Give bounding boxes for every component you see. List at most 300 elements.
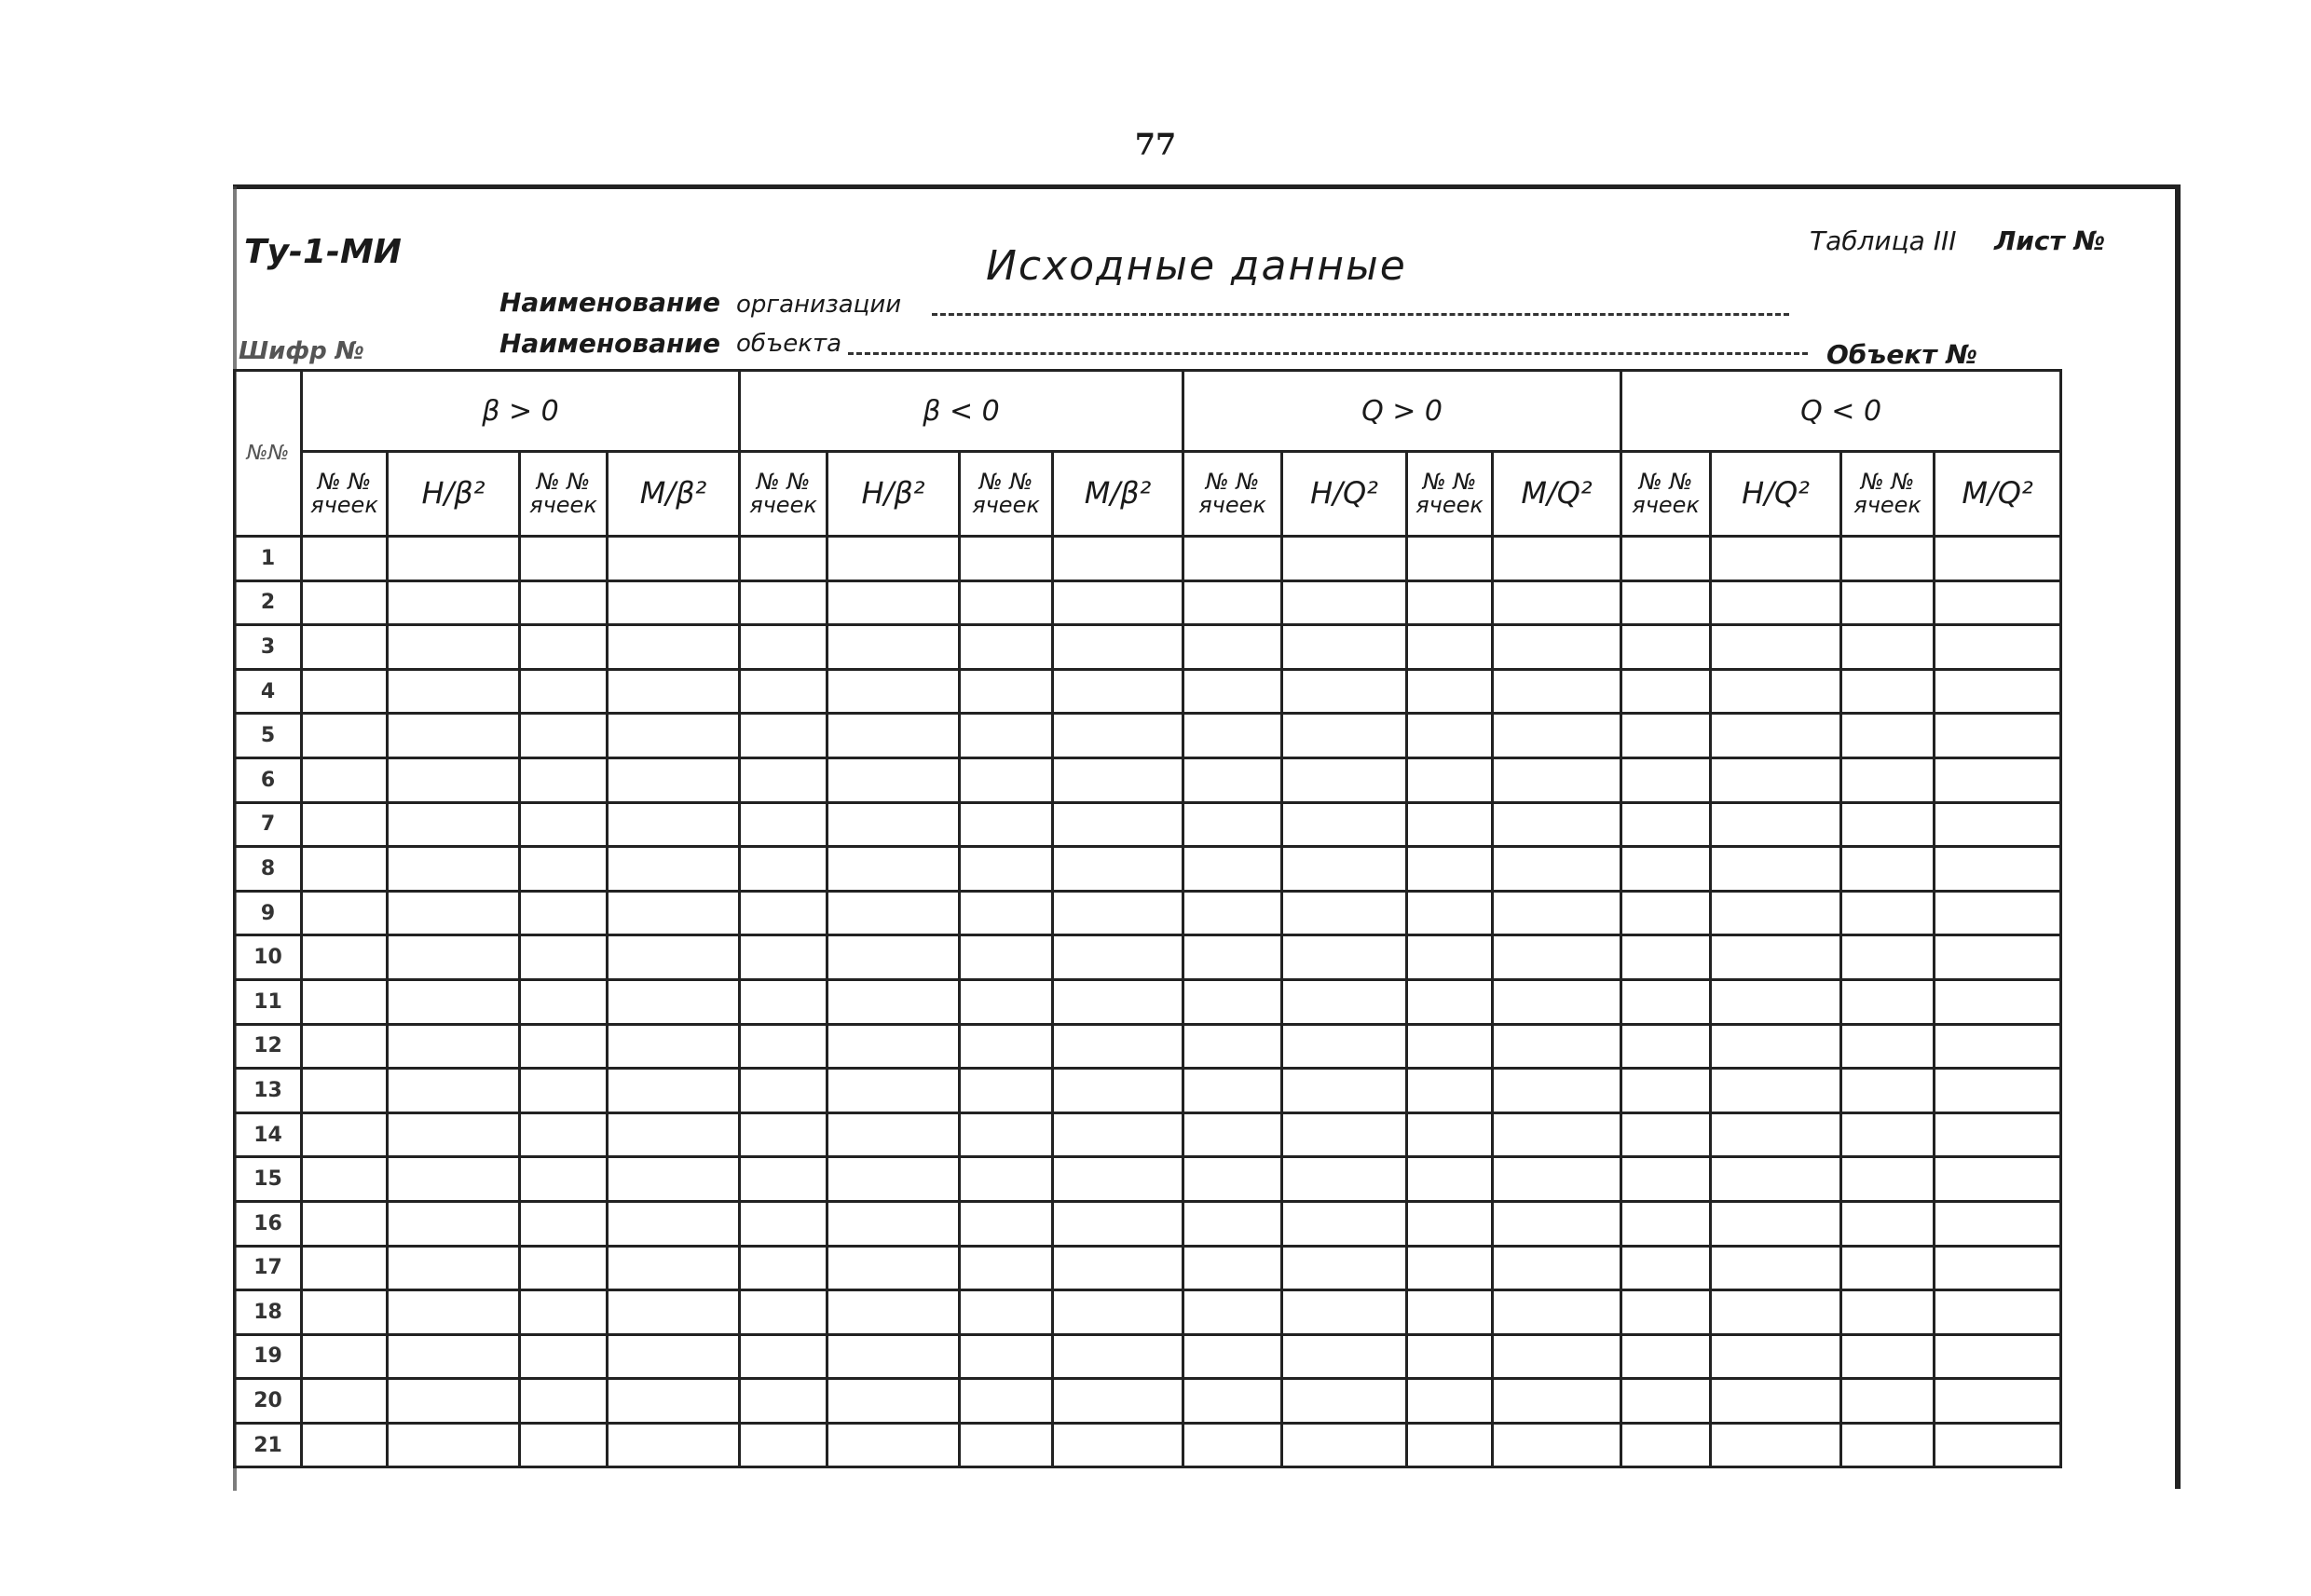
- table-cell[interactable]: [1407, 802, 1493, 847]
- table-cell[interactable]: [1183, 1246, 1282, 1290]
- table-cell[interactable]: [960, 1157, 1053, 1202]
- table-cell[interactable]: [520, 1069, 608, 1113]
- table-cell[interactable]: [608, 891, 740, 935]
- table-cell[interactable]: [1282, 802, 1407, 847]
- table-cell[interactable]: [1493, 935, 1621, 980]
- table-cell[interactable]: [1711, 1379, 1841, 1424]
- table-cell[interactable]: [1407, 1379, 1493, 1424]
- table-cell[interactable]: [1621, 802, 1711, 847]
- table-cell[interactable]: [740, 1069, 827, 1113]
- table-cell[interactable]: [1493, 580, 1621, 625]
- table-cell[interactable]: [1935, 1157, 2061, 1202]
- table-cell[interactable]: [827, 757, 960, 802]
- table-cell[interactable]: [520, 714, 608, 758]
- table-cell[interactable]: [827, 714, 960, 758]
- table-cell[interactable]: [827, 1201, 960, 1246]
- table-cell[interactable]: [1935, 714, 2061, 758]
- table-cell[interactable]: [1711, 714, 1841, 758]
- table-cell[interactable]: [1493, 1423, 1621, 1467]
- table-cell[interactable]: [1407, 935, 1493, 980]
- table-cell[interactable]: [388, 847, 520, 892]
- table-cell[interactable]: [1711, 1024, 1841, 1069]
- table-cell[interactable]: [827, 625, 960, 670]
- table-cell[interactable]: [740, 1112, 827, 1157]
- table-cell[interactable]: [1621, 580, 1711, 625]
- table-cell[interactable]: [1711, 669, 1841, 714]
- table-cell[interactable]: [1183, 714, 1282, 758]
- table-cell[interactable]: [1841, 537, 1935, 581]
- table-cell[interactable]: [520, 1246, 608, 1290]
- table-cell[interactable]: [1183, 1379, 1282, 1424]
- table-cell[interactable]: [1407, 847, 1493, 892]
- table-cell[interactable]: [1711, 1069, 1841, 1113]
- table-cell[interactable]: [388, 1024, 520, 1069]
- table-cell[interactable]: [1841, 935, 1935, 980]
- table-cell[interactable]: [1711, 757, 1841, 802]
- table-cell[interactable]: [1407, 757, 1493, 802]
- table-cell[interactable]: [1053, 537, 1183, 581]
- table-cell[interactable]: [1282, 669, 1407, 714]
- table-cell[interactable]: [740, 1246, 827, 1290]
- table-cell[interactable]: [1053, 979, 1183, 1024]
- table-cell[interactable]: [302, 1201, 388, 1246]
- table-cell[interactable]: [1711, 537, 1841, 581]
- table-cell[interactable]: [520, 669, 608, 714]
- table-cell[interactable]: [960, 847, 1053, 892]
- table-cell[interactable]: [740, 669, 827, 714]
- table-cell[interactable]: [960, 802, 1053, 847]
- table-cell[interactable]: [740, 935, 827, 980]
- table-cell[interactable]: [1053, 891, 1183, 935]
- table-cell[interactable]: [1183, 625, 1282, 670]
- table-cell[interactable]: [388, 537, 520, 581]
- table-cell[interactable]: [1053, 1246, 1183, 1290]
- table-cell[interactable]: [302, 847, 388, 892]
- table-cell[interactable]: [960, 757, 1053, 802]
- table-cell[interactable]: [608, 537, 740, 581]
- table-cell[interactable]: [302, 979, 388, 1024]
- table-cell[interactable]: [1282, 1246, 1407, 1290]
- table-cell[interactable]: [1282, 580, 1407, 625]
- table-cell[interactable]: [302, 935, 388, 980]
- table-cell[interactable]: [1711, 1201, 1841, 1246]
- table-cell[interactable]: [608, 1069, 740, 1113]
- table-cell[interactable]: [388, 1201, 520, 1246]
- table-cell[interactable]: [1183, 1069, 1282, 1113]
- table-cell[interactable]: [827, 979, 960, 1024]
- object-field-line[interactable]: [848, 352, 1808, 355]
- table-cell[interactable]: [740, 1157, 827, 1202]
- table-cell[interactable]: [1935, 1290, 2061, 1335]
- table-cell[interactable]: [827, 669, 960, 714]
- table-cell[interactable]: [1282, 1024, 1407, 1069]
- table-cell[interactable]: [1282, 1112, 1407, 1157]
- table-cell[interactable]: [1053, 669, 1183, 714]
- table-cell[interactable]: [827, 802, 960, 847]
- table-cell[interactable]: [1493, 625, 1621, 670]
- table-cell[interactable]: [388, 1290, 520, 1335]
- table-cell[interactable]: [608, 1246, 740, 1290]
- table-cell[interactable]: [1282, 1201, 1407, 1246]
- table-cell[interactable]: [740, 625, 827, 670]
- table-cell[interactable]: [608, 1157, 740, 1202]
- table-cell[interactable]: [1935, 802, 2061, 847]
- table-cell[interactable]: [1282, 757, 1407, 802]
- table-cell[interactable]: [1621, 1246, 1711, 1290]
- table-cell[interactable]: [1841, 1112, 1935, 1157]
- table-cell[interactable]: [1282, 1334, 1407, 1379]
- table-cell[interactable]: [608, 1024, 740, 1069]
- table-cell[interactable]: [302, 757, 388, 802]
- table-cell[interactable]: [1407, 1246, 1493, 1290]
- table-cell[interactable]: [1282, 1157, 1407, 1202]
- table-cell[interactable]: [1493, 1334, 1621, 1379]
- table-cell[interactable]: [1621, 1334, 1711, 1379]
- table-cell[interactable]: [1493, 1024, 1621, 1069]
- table-cell[interactable]: [1282, 891, 1407, 935]
- table-cell[interactable]: [520, 1423, 608, 1467]
- table-cell[interactable]: [520, 979, 608, 1024]
- table-cell[interactable]: [1183, 1157, 1282, 1202]
- table-cell[interactable]: [1053, 1157, 1183, 1202]
- table-cell[interactable]: [1053, 625, 1183, 670]
- table-cell[interactable]: [520, 935, 608, 980]
- table-cell[interactable]: [1407, 1112, 1493, 1157]
- table-cell[interactable]: [1841, 1423, 1935, 1467]
- table-cell[interactable]: [1493, 891, 1621, 935]
- table-cell[interactable]: [1841, 1069, 1935, 1113]
- table-cell[interactable]: [520, 1157, 608, 1202]
- table-cell[interactable]: [302, 1246, 388, 1290]
- table-cell[interactable]: [827, 1112, 960, 1157]
- table-cell[interactable]: [1841, 1157, 1935, 1202]
- table-cell[interactable]: [1183, 1423, 1282, 1467]
- table-cell[interactable]: [1407, 1201, 1493, 1246]
- table-cell[interactable]: [1935, 669, 2061, 714]
- table-cell[interactable]: [1621, 1379, 1711, 1424]
- organization-field-line[interactable]: [932, 313, 1789, 316]
- table-cell[interactable]: [740, 714, 827, 758]
- table-cell[interactable]: [1493, 1379, 1621, 1424]
- table-cell[interactable]: [1841, 1246, 1935, 1290]
- table-cell[interactable]: [740, 1201, 827, 1246]
- table-cell[interactable]: [1053, 1334, 1183, 1379]
- table-cell[interactable]: [1282, 1379, 1407, 1424]
- table-cell[interactable]: [960, 1379, 1053, 1424]
- table-cell[interactable]: [1282, 1423, 1407, 1467]
- table-cell[interactable]: [960, 669, 1053, 714]
- table-cell[interactable]: [1621, 625, 1711, 670]
- table-cell[interactable]: [827, 891, 960, 935]
- table-cell[interactable]: [1841, 1024, 1935, 1069]
- table-cell[interactable]: [1711, 1246, 1841, 1290]
- table-cell[interactable]: [1183, 1024, 1282, 1069]
- table-cell[interactable]: [960, 714, 1053, 758]
- table-cell[interactable]: [740, 1423, 827, 1467]
- table-cell[interactable]: [1493, 1201, 1621, 1246]
- table-cell[interactable]: [1711, 979, 1841, 1024]
- table-cell[interactable]: [960, 935, 1053, 980]
- table-cell[interactable]: [1621, 1112, 1711, 1157]
- table-cell[interactable]: [520, 1379, 608, 1424]
- table-cell[interactable]: [1407, 1334, 1493, 1379]
- table-cell[interactable]: [827, 1069, 960, 1113]
- table-cell[interactable]: [302, 891, 388, 935]
- table-cell[interactable]: [608, 714, 740, 758]
- table-cell[interactable]: [1935, 979, 2061, 1024]
- table-cell[interactable]: [1841, 1379, 1935, 1424]
- table-cell[interactable]: [1935, 537, 2061, 581]
- table-cell[interactable]: [1621, 847, 1711, 892]
- table-cell[interactable]: [960, 1201, 1053, 1246]
- table-cell[interactable]: [1282, 714, 1407, 758]
- table-cell[interactable]: [1407, 1069, 1493, 1113]
- table-cell[interactable]: [388, 1334, 520, 1379]
- table-cell[interactable]: [1282, 625, 1407, 670]
- table-cell[interactable]: [1621, 891, 1711, 935]
- table-cell[interactable]: [827, 537, 960, 581]
- table-cell[interactable]: [1841, 625, 1935, 670]
- table-cell[interactable]: [960, 1069, 1053, 1113]
- table-cell[interactable]: [1183, 979, 1282, 1024]
- table-cell[interactable]: [827, 1423, 960, 1467]
- table-cell[interactable]: [608, 847, 740, 892]
- table-cell[interactable]: [1935, 847, 2061, 892]
- table-cell[interactable]: [1493, 1290, 1621, 1335]
- table-cell[interactable]: [827, 935, 960, 980]
- table-cell[interactable]: [960, 979, 1053, 1024]
- table-cell[interactable]: [1407, 891, 1493, 935]
- table-cell[interactable]: [1711, 580, 1841, 625]
- table-cell[interactable]: [1053, 1379, 1183, 1424]
- table-cell[interactable]: [608, 625, 740, 670]
- table-cell[interactable]: [1493, 757, 1621, 802]
- table-cell[interactable]: [740, 1024, 827, 1069]
- table-cell[interactable]: [1621, 935, 1711, 980]
- table-cell[interactable]: [302, 1334, 388, 1379]
- table-cell[interactable]: [388, 625, 520, 670]
- table-cell[interactable]: [1935, 625, 2061, 670]
- table-cell[interactable]: [1053, 847, 1183, 892]
- table-cell[interactable]: [1053, 757, 1183, 802]
- table-cell[interactable]: [1841, 714, 1935, 758]
- table-cell[interactable]: [1621, 1201, 1711, 1246]
- table-cell[interactable]: [388, 1246, 520, 1290]
- table-cell[interactable]: [1183, 802, 1282, 847]
- table-cell[interactable]: [302, 537, 388, 581]
- table-cell[interactable]: [1935, 1201, 2061, 1246]
- table-cell[interactable]: [520, 1201, 608, 1246]
- table-cell[interactable]: [388, 757, 520, 802]
- table-cell[interactable]: [1711, 625, 1841, 670]
- table-cell[interactable]: [1282, 847, 1407, 892]
- table-cell[interactable]: [827, 1157, 960, 1202]
- table-cell[interactable]: [1621, 1423, 1711, 1467]
- table-cell[interactable]: [1407, 1024, 1493, 1069]
- table-cell[interactable]: [1621, 1069, 1711, 1113]
- table-cell[interactable]: [1407, 1157, 1493, 1202]
- table-cell[interactable]: [608, 757, 740, 802]
- table-cell[interactable]: [827, 1024, 960, 1069]
- table-cell[interactable]: [1621, 1024, 1711, 1069]
- table-cell[interactable]: [1053, 1112, 1183, 1157]
- table-cell[interactable]: [1183, 935, 1282, 980]
- table-cell[interactable]: [1935, 1379, 2061, 1424]
- table-cell[interactable]: [1935, 1112, 2061, 1157]
- table-cell[interactable]: [827, 1334, 960, 1379]
- table-cell[interactable]: [608, 1201, 740, 1246]
- table-cell[interactable]: [1053, 1423, 1183, 1467]
- table-cell[interactable]: [520, 757, 608, 802]
- table-cell[interactable]: [608, 669, 740, 714]
- table-cell[interactable]: [1493, 537, 1621, 581]
- table-cell[interactable]: [388, 891, 520, 935]
- table-cell[interactable]: [302, 1290, 388, 1335]
- table-cell[interactable]: [1407, 979, 1493, 1024]
- table-cell[interactable]: [960, 580, 1053, 625]
- table-cell[interactable]: [740, 757, 827, 802]
- table-cell[interactable]: [1711, 1112, 1841, 1157]
- table-cell[interactable]: [1621, 1157, 1711, 1202]
- table-cell[interactable]: [960, 1423, 1053, 1467]
- table-cell[interactable]: [1621, 979, 1711, 1024]
- table-cell[interactable]: [302, 1157, 388, 1202]
- table-cell[interactable]: [608, 979, 740, 1024]
- table-cell[interactable]: [1935, 1334, 2061, 1379]
- table-cell[interactable]: [388, 669, 520, 714]
- table-cell[interactable]: [740, 537, 827, 581]
- table-cell[interactable]: [1183, 537, 1282, 581]
- table-cell[interactable]: [520, 580, 608, 625]
- table-cell[interactable]: [1493, 1112, 1621, 1157]
- table-cell[interactable]: [1841, 802, 1935, 847]
- table-cell[interactable]: [388, 714, 520, 758]
- table-cell[interactable]: [302, 802, 388, 847]
- table-cell[interactable]: [388, 1379, 520, 1424]
- table-cell[interactable]: [1053, 1290, 1183, 1335]
- table-cell[interactable]: [1493, 669, 1621, 714]
- table-cell[interactable]: [520, 891, 608, 935]
- table-cell[interactable]: [388, 1069, 520, 1113]
- table-cell[interactable]: [960, 1334, 1053, 1379]
- table-cell[interactable]: [302, 1112, 388, 1157]
- table-cell[interactable]: [1493, 802, 1621, 847]
- table-cell[interactable]: [1935, 580, 2061, 625]
- table-cell[interactable]: [1621, 757, 1711, 802]
- table-cell[interactable]: [302, 1423, 388, 1467]
- table-cell[interactable]: [960, 1246, 1053, 1290]
- table-cell[interactable]: [1407, 625, 1493, 670]
- table-cell[interactable]: [1493, 979, 1621, 1024]
- table-cell[interactable]: [388, 1157, 520, 1202]
- table-cell[interactable]: [302, 580, 388, 625]
- table-cell[interactable]: [1841, 669, 1935, 714]
- table-cell[interactable]: [960, 537, 1053, 581]
- table-cell[interactable]: [1053, 802, 1183, 847]
- table-cell[interactable]: [740, 802, 827, 847]
- table-cell[interactable]: [1711, 1423, 1841, 1467]
- table-cell[interactable]: [1493, 1157, 1621, 1202]
- table-cell[interactable]: [608, 1423, 740, 1467]
- table-cell[interactable]: [1621, 714, 1711, 758]
- table-cell[interactable]: [1841, 847, 1935, 892]
- table-cell[interactable]: [608, 580, 740, 625]
- table-cell[interactable]: [302, 625, 388, 670]
- table-cell[interactable]: [1407, 537, 1493, 581]
- table-cell[interactable]: [1282, 537, 1407, 581]
- table-cell[interactable]: [960, 1024, 1053, 1069]
- table-cell[interactable]: [1841, 757, 1935, 802]
- table-cell[interactable]: [827, 1290, 960, 1335]
- table-cell[interactable]: [740, 891, 827, 935]
- table-cell[interactable]: [1711, 1290, 1841, 1335]
- table-cell[interactable]: [1621, 669, 1711, 714]
- table-cell[interactable]: [1282, 979, 1407, 1024]
- table-cell[interactable]: [1183, 580, 1282, 625]
- table-cell[interactable]: [1053, 580, 1183, 625]
- table-cell[interactable]: [302, 669, 388, 714]
- table-cell[interactable]: [827, 1379, 960, 1424]
- table-cell[interactable]: [1935, 935, 2061, 980]
- table-cell[interactable]: [302, 1024, 388, 1069]
- table-cell[interactable]: [1711, 1157, 1841, 1202]
- table-cell[interactable]: [1407, 1290, 1493, 1335]
- table-cell[interactable]: [1935, 891, 2061, 935]
- table-cell[interactable]: [1935, 1423, 2061, 1467]
- table-cell[interactable]: [1493, 1246, 1621, 1290]
- table-cell[interactable]: [1183, 669, 1282, 714]
- table-cell[interactable]: [1493, 847, 1621, 892]
- table-cell[interactable]: [520, 847, 608, 892]
- table-cell[interactable]: [740, 1290, 827, 1335]
- table-cell[interactable]: [960, 1290, 1053, 1335]
- table-cell[interactable]: [1711, 802, 1841, 847]
- table-cell[interactable]: [1711, 847, 1841, 892]
- table-cell[interactable]: [1935, 1069, 2061, 1113]
- table-cell[interactable]: [1183, 757, 1282, 802]
- table-cell[interactable]: [1053, 935, 1183, 980]
- table-cell[interactable]: [1621, 537, 1711, 581]
- table-cell[interactable]: [1282, 1290, 1407, 1335]
- table-cell[interactable]: [1183, 1112, 1282, 1157]
- table-cell[interactable]: [520, 1334, 608, 1379]
- table-cell[interactable]: [608, 802, 740, 847]
- table-cell[interactable]: [1183, 1334, 1282, 1379]
- table-cell[interactable]: [827, 1246, 960, 1290]
- table-cell[interactable]: [827, 847, 960, 892]
- table-cell[interactable]: [1711, 891, 1841, 935]
- table-cell[interactable]: [1935, 1246, 2061, 1290]
- table-cell[interactable]: [1183, 1290, 1282, 1335]
- table-cell[interactable]: [1183, 891, 1282, 935]
- table-cell[interactable]: [1407, 580, 1493, 625]
- table-cell[interactable]: [608, 1112, 740, 1157]
- table-cell[interactable]: [608, 1290, 740, 1335]
- table-cell[interactable]: [520, 625, 608, 670]
- table-cell[interactable]: [608, 935, 740, 980]
- table-cell[interactable]: [608, 1334, 740, 1379]
- table-cell[interactable]: [1711, 935, 1841, 980]
- table-cell[interactable]: [388, 802, 520, 847]
- table-cell[interactable]: [1841, 891, 1935, 935]
- table-cell[interactable]: [1841, 1290, 1935, 1335]
- table-cell[interactable]: [1053, 1069, 1183, 1113]
- table-cell[interactable]: [960, 625, 1053, 670]
- table-cell[interactable]: [1621, 1290, 1711, 1335]
- table-cell[interactable]: [520, 802, 608, 847]
- table-cell[interactable]: [740, 979, 827, 1024]
- table-cell[interactable]: [1935, 1024, 2061, 1069]
